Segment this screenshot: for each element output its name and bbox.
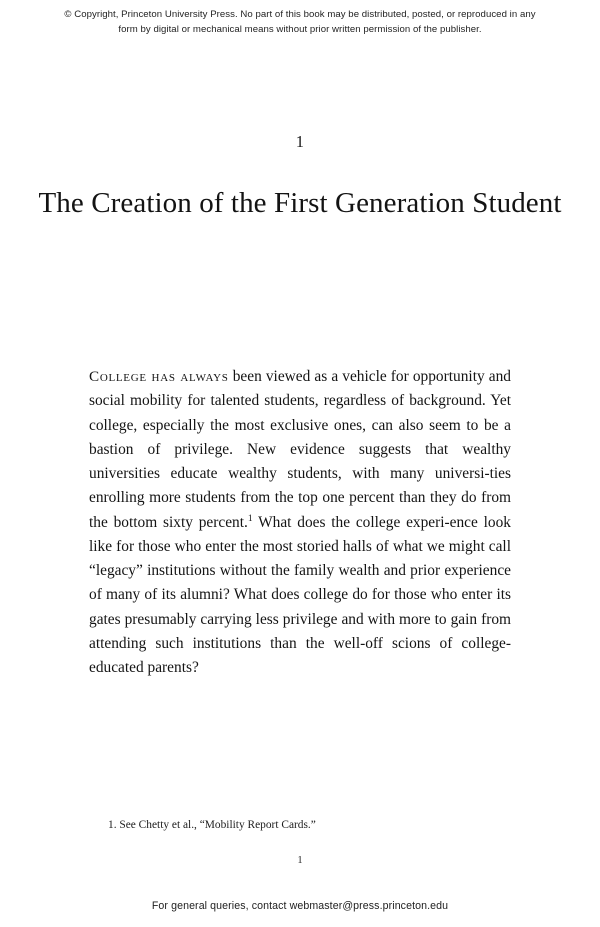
page-number-folio: 1 [297,855,303,866]
chapter-number: 1 [295,132,305,151]
paragraph-text-before-footnote: been viewed as a vehicle for opportunity and social mobility for talented students, regardless of background. Yet college, especially the most exclusive ones, can also seem to be a bastion of privilege. New evidence suggests that wealthy universities educate wealthy students, with many universi-ties enrolling more students from the top one percent than they do from the bottom sixty percent. [89,368,511,531]
footnote-text: 1. See Chetty et al., “Mobility Report Cards.” [108,819,316,831]
paragraph-text-after-footnote: What does the college experi-ence look like for those who enter the most storied halls of what we might call “legacy” institutions without the family wealth and prior experience of many of its alumni? What does college do for those who enter its gates presumably carrying less privilege and with more to gain from attending such institutions than the well-off scions of college-educated parents? [89,513,511,676]
opening-small-caps: College has always [89,368,229,385]
copyright-notice: © Copyright, Princeton University Press. No part of this book may be distributed, posted, or reproduced in any form by digital or mechanical means without prior written permission of the publisher. [64,9,536,35]
body-text [89,365,511,680]
footer-queries-line: For general queries, contact webmaster@press.princeton.edu [151,900,449,912]
body-paragraph [89,365,511,680]
footnote-reference-marker[interactable]: 1 [247,513,253,524]
chapter-title: The Creation of the First Generation Student [38,187,562,219]
